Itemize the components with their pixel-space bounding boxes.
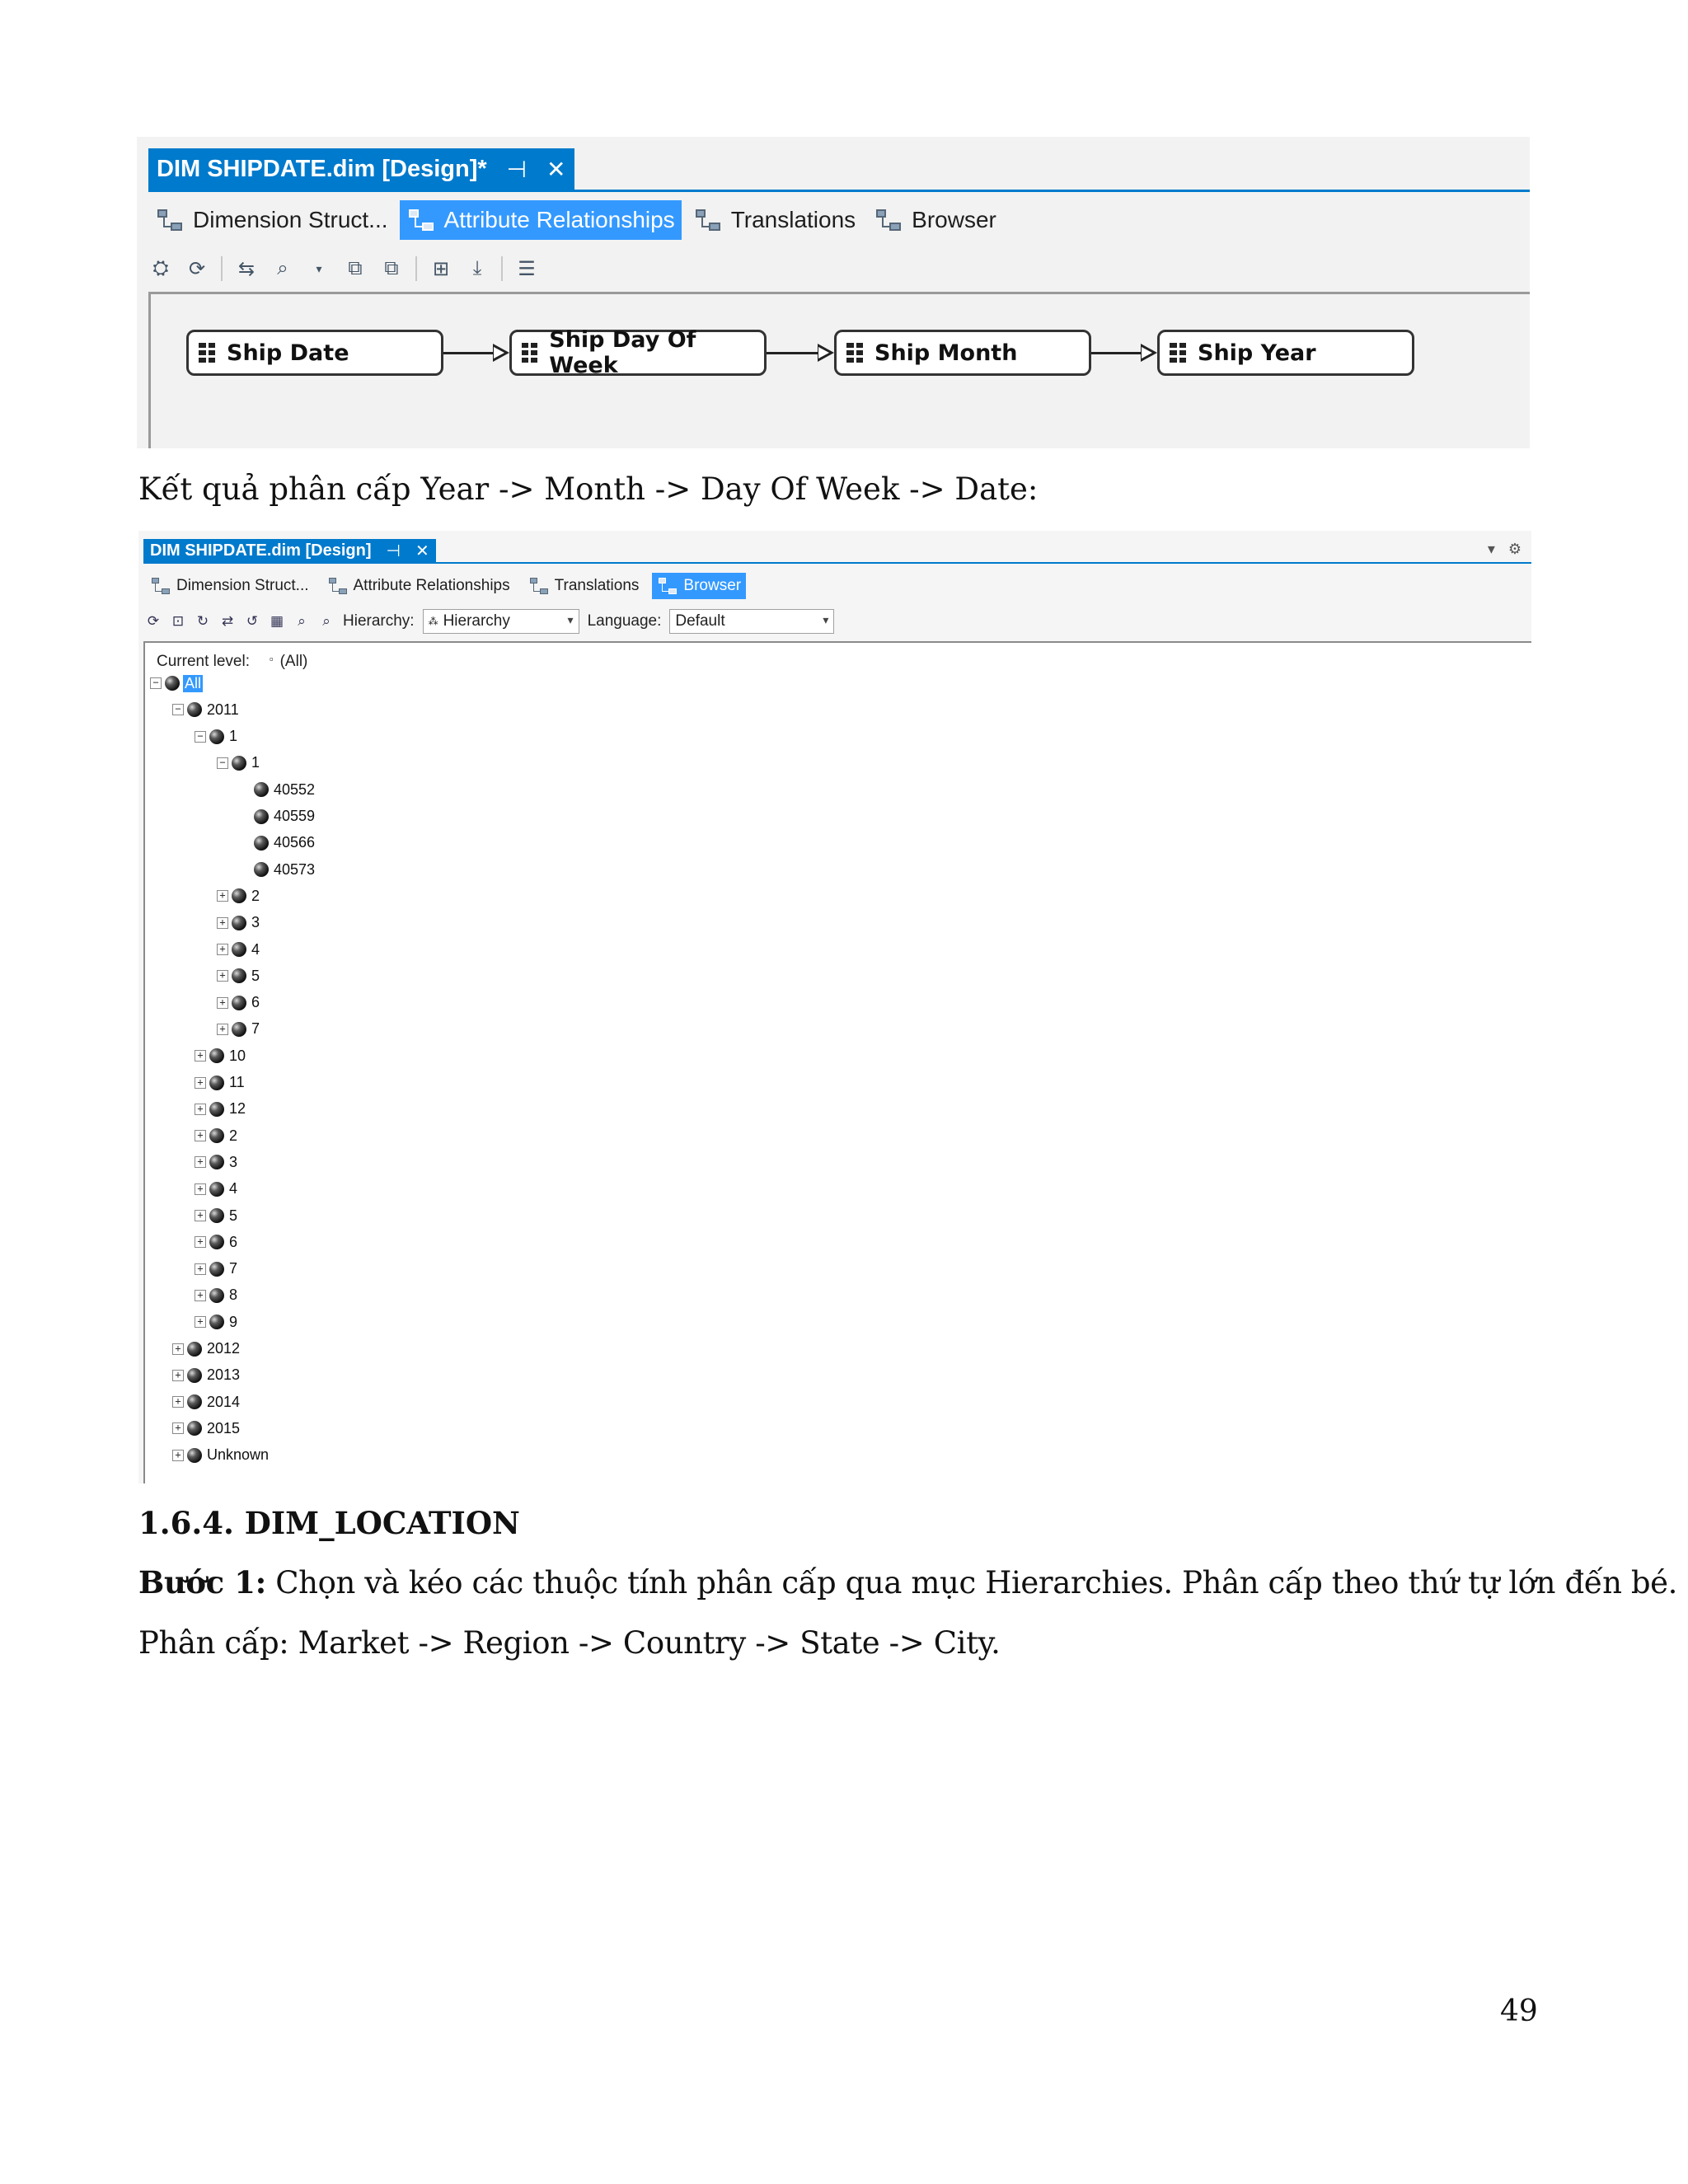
tree-node-label: All	[185, 674, 202, 691]
tree-node[interactable]	[172, 1337, 241, 1361]
expand-icon[interactable]: +	[172, 1450, 184, 1461]
tree-node-label: 2015	[207, 1419, 241, 1436]
attribute-node-ship-date[interactable]	[186, 330, 443, 376]
attribute-icon	[1170, 343, 1186, 363]
hierarchy-select[interactable]	[423, 609, 579, 634]
tree-node-label: 40552	[274, 780, 316, 798]
current-level-icon: ▫	[270, 653, 274, 665]
tree-node-label: 7	[229, 1260, 238, 1277]
tree-node-label: 40573	[274, 860, 316, 878]
member-icon	[232, 756, 246, 771]
toolbar-separator	[501, 256, 503, 281]
tab-translations[interactable]	[523, 573, 645, 599]
member-icon	[187, 1342, 202, 1357]
attribute-label: Ship Day Of Week	[549, 327, 696, 378]
attribute-relationships-icon	[406, 206, 436, 234]
relationship-arrowhead	[1141, 344, 1157, 362]
tree-node[interactable]	[195, 1283, 239, 1308]
tree-node-label: 6	[251, 994, 260, 1011]
close-icon[interactable]: ✕	[546, 156, 566, 182]
dimension-structure-icon	[150, 576, 171, 596]
tree-node-label: 7	[251, 1020, 260, 1038]
member-icon	[187, 1448, 202, 1463]
section-heading: 1.6.4. DIM_LOCATION	[138, 1505, 520, 1541]
tree-node[interactable]	[172, 1363, 241, 1388]
undo-icon[interactable]: ↺	[246, 613, 259, 629]
tree-node-label: 5	[251, 967, 260, 984]
tab-translations[interactable]	[687, 200, 862, 240]
member-icon	[209, 1076, 224, 1090]
tab-browser[interactable]	[652, 573, 746, 599]
tree-node-label: 8	[229, 1286, 238, 1304]
relationships-toolbar	[148, 252, 539, 285]
tree-node[interactable]	[172, 1390, 241, 1414]
chevron-down-icon: ▾	[567, 613, 574, 626]
member-icon	[187, 702, 202, 717]
translations-icon	[528, 576, 550, 596]
attribute-label: Ship Month	[874, 340, 1018, 366]
document-tab[interactable]	[148, 148, 574, 190]
attribute-relationships-screenshot	[137, 137, 1530, 448]
tab-dimension-structure[interactable]	[145, 573, 314, 599]
tree-node-label: 11	[229, 1074, 245, 1090]
tree-node-label: 12	[229, 1100, 246, 1118]
current-level-label: Current level:	[157, 653, 250, 670]
tree-node[interactable]	[172, 1443, 270, 1468]
attribute-icon	[846, 343, 863, 363]
member-icon	[209, 1315, 224, 1329]
attribute-label: Ship Date	[227, 340, 349, 366]
tree-node-label: 3	[251, 914, 260, 931]
attribute-relationships-icon	[327, 576, 349, 596]
member-properties-icon[interactable]: ⊡	[171, 613, 185, 629]
tab-underline	[143, 562, 1531, 564]
tree-node-label: 40559	[274, 808, 316, 824]
tree-node[interactable]	[217, 1017, 261, 1042]
tree-node[interactable]	[195, 1257, 239, 1282]
tree-node-label: 1	[251, 754, 260, 771]
tab-label: Attribute Relationships	[353, 577, 510, 594]
tree-node-label: Unknown	[207, 1446, 270, 1464]
collapse-icon[interactable]: −	[172, 704, 184, 715]
relationship-arrow	[1091, 352, 1141, 354]
tree-node-label: 2012	[207, 1340, 241, 1357]
tree-node-label: 1	[229, 728, 238, 745]
tab-label: Attribute Relationships	[443, 207, 675, 232]
member-icon	[209, 1048, 224, 1063]
tab-underline	[148, 190, 1530, 192]
process-icon[interactable]: ⟳	[147, 613, 160, 629]
expand-icon[interactable]: +	[195, 1210, 206, 1221]
list-view-icon[interactable]: ☰	[518, 257, 536, 280]
member-icon	[232, 942, 246, 957]
tree-node-label: 4	[251, 940, 260, 958]
tab-label: Dimension Struct...	[176, 577, 309, 594]
attribute-key-icon	[199, 343, 215, 363]
tree-node[interactable]	[195, 1310, 239, 1334]
tree-node[interactable]	[239, 857, 316, 882]
collapse-icon[interactable]: −	[195, 731, 206, 743]
member-icon	[209, 1288, 224, 1303]
tree-node[interactable]	[239, 777, 316, 802]
member-icon	[232, 916, 246, 930]
designer-tabs	[145, 572, 746, 600]
new-relationship-icon[interactable]: ⇆	[237, 257, 256, 280]
member-icon	[209, 1208, 224, 1223]
reconnect-icon[interactable]: ↻	[196, 613, 209, 629]
tab-dimension-structure[interactable]	[148, 200, 395, 240]
tree-node[interactable]	[217, 963, 261, 988]
expand-icon[interactable]: +	[195, 1050, 206, 1062]
tab-label: Dimension Struct...	[193, 207, 388, 232]
tree-node-label: 2011	[207, 701, 239, 718]
attribute-label: Ship Year	[1198, 340, 1316, 366]
language-label: Language:	[587, 612, 662, 630]
expand-icon[interactable]: +	[195, 1156, 206, 1168]
tree-node[interactable]	[172, 697, 241, 722]
hierarchy-paragraph: Phân cấp: Market -> Region -> Country -> State -> City.	[138, 1625, 1001, 1661]
tree-node[interactable]	[150, 671, 203, 696]
translation-icon[interactable]: ⇄	[221, 613, 234, 629]
chevron-down-icon: ▾	[823, 613, 829, 626]
tab-label: Translations	[554, 577, 640, 594]
tree-node-label: 40566	[274, 834, 316, 851]
designer-tabs	[148, 199, 1003, 241]
member-icon	[254, 782, 269, 797]
step-1-label: Bước 1:	[138, 1564, 266, 1601]
caption-hierarchy-result: Kết quả phân cấp Year -> Month -> Day Of Week -> Date:	[138, 471, 1039, 507]
collapse-icon[interactable]: −	[150, 677, 162, 689]
collapse-all-icon[interactable]: ⧉	[384, 257, 399, 279]
arrange-icon[interactable]: ⊞	[432, 257, 450, 280]
dropdown-icon[interactable]: ▾	[1487, 541, 1495, 557]
browser-icon	[657, 576, 678, 596]
tree-node-label: 3	[229, 1153, 238, 1170]
relationship-arrowhead	[818, 344, 834, 362]
tree-node[interactable]	[195, 1123, 239, 1148]
tab-label: Translations	[730, 207, 856, 232]
tree-node-label: 6	[229, 1233, 238, 1250]
member-icon	[209, 1155, 224, 1169]
leaf-spacer	[239, 811, 251, 823]
expand-icon[interactable]: +	[172, 1370, 184, 1381]
tab-label: Browser	[912, 207, 996, 232]
page-number: 49	[1500, 1994, 1538, 2028]
language-select[interactable]	[669, 609, 834, 634]
zoom-icon[interactable]: ⌕	[298, 613, 306, 629]
expand-icon[interactable]: +	[195, 1077, 206, 1089]
tree-node[interactable]	[217, 883, 261, 908]
attribute-node-ship-day-of-week[interactable]	[509, 327, 767, 378]
member-icon	[232, 1022, 246, 1037]
leaf-spacer	[239, 837, 251, 849]
tree-node[interactable]	[195, 1230, 239, 1254]
relationship-arrowhead	[493, 344, 509, 362]
tree-node[interactable]	[217, 911, 261, 935]
filter-icon[interactable]: ▦	[270, 613, 284, 629]
expand-icon[interactable]: +	[217, 997, 228, 1009]
tree-node-label: 10	[229, 1047, 246, 1064]
tree-node[interactable]	[195, 1097, 247, 1122]
tree-node[interactable]	[195, 1150, 239, 1174]
member-icon	[187, 1394, 202, 1409]
close-icon[interactable]: ✕	[415, 541, 429, 560]
member-icon	[232, 888, 246, 903]
tree-node[interactable]	[195, 1203, 239, 1228]
tree-node[interactable]	[217, 991, 261, 1015]
member-icon	[209, 1182, 224, 1197]
tree-node[interactable]	[239, 831, 316, 855]
tree-node-label: 2014	[207, 1393, 241, 1410]
member-icon	[254, 809, 269, 824]
dimension-structure-icon	[155, 206, 185, 234]
window-controls	[1488, 541, 1522, 558]
browser-tree-area	[143, 641, 1531, 1483]
expand-icon[interactable]: +	[217, 917, 228, 929]
document-tab[interactable]	[143, 539, 436, 562]
collapse-icon[interactable]: −	[217, 757, 228, 769]
zoom-dropdown-icon[interactable]: ▾	[316, 261, 322, 275]
step-1-paragraph	[138, 1564, 1677, 1601]
refresh-icon[interactable]: ⟳	[188, 257, 206, 280]
browser-toolbar	[145, 608, 834, 635]
pin-icon[interactable]: ⊣	[506, 156, 528, 182]
expand-icon[interactable]: +	[195, 1130, 206, 1141]
expand-icon[interactable]: +	[195, 1236, 206, 1248]
tab-attribute-relationships[interactable]	[322, 573, 515, 599]
attribute-node-ship-year[interactable]	[1157, 330, 1414, 376]
pin-icon[interactable]: ⊣	[386, 541, 401, 560]
download-icon[interactable]: ⤓	[472, 257, 482, 279]
member-icon	[232, 996, 246, 1010]
member-icon	[187, 1368, 202, 1383]
hierarchy-label: Hierarchy:	[343, 612, 415, 630]
expand-icon[interactable]: +	[195, 1104, 206, 1115]
relationship-arrow	[443, 352, 493, 354]
tree-node-label: 5	[229, 1207, 238, 1224]
member-icon	[165, 676, 180, 691]
browser-icon	[874, 206, 903, 234]
tab-browser[interactable]	[867, 200, 1003, 240]
member-icon	[209, 1262, 224, 1277]
translations-icon	[693, 206, 723, 234]
member-icon	[209, 1128, 224, 1143]
expand-icon[interactable]: +	[172, 1422, 184, 1434]
language-value: Default	[675, 612, 725, 630]
member-icon	[209, 1102, 224, 1117]
toolbar-separator	[415, 256, 417, 281]
hierarchy-value: Hierarchy	[443, 612, 510, 630]
member-icon	[232, 968, 246, 983]
process-icon[interactable]: ⛭	[152, 257, 169, 279]
expand-all-icon[interactable]: ⧉	[348, 257, 363, 279]
tree-node-label: 4	[229, 1180, 238, 1197]
document-title: DIM SHIPDATE.dim [Design]	[150, 541, 372, 560]
member-icon	[187, 1421, 202, 1436]
tree-node-label: 2	[229, 1127, 238, 1144]
document-title: DIM SHIPDATE.dim [Design]*	[157, 155, 487, 182]
tree-node[interactable]	[195, 724, 239, 749]
tree-node[interactable]	[172, 1416, 241, 1441]
member-icon	[254, 862, 269, 877]
expand-icon[interactable]: +	[195, 1183, 206, 1195]
zoom-icon[interactable]: ⌕	[277, 257, 288, 279]
expand-icon[interactable]: +	[195, 1316, 206, 1328]
tree-node-label: 2	[251, 887, 260, 904]
member-icon	[209, 1235, 224, 1249]
tree-node[interactable]	[217, 937, 261, 962]
attribute-icon	[522, 343, 537, 363]
tree-node-label: 9	[229, 1313, 238, 1330]
expand-icon[interactable]: +	[217, 890, 228, 902]
tab-attribute-relationships[interactable]	[400, 200, 682, 240]
tree-node[interactable]	[239, 804, 316, 829]
tree-node[interactable]	[195, 1177, 239, 1202]
expand-icon[interactable]: +	[195, 1263, 206, 1275]
tab-label: Browser	[683, 577, 742, 594]
leaf-spacer	[239, 784, 251, 795]
expand-icon[interactable]: +	[195, 1290, 206, 1301]
browser-screenshot	[138, 531, 1531, 1483]
attribute-node-ship-month[interactable]	[834, 330, 1091, 376]
tree-node[interactable]	[217, 751, 261, 776]
member-icon	[209, 729, 224, 744]
current-level	[157, 653, 307, 671]
member-icon	[254, 836, 269, 851]
expand-icon[interactable]: +	[172, 1396, 184, 1408]
relationship-arrow	[767, 352, 818, 354]
settings-gear-icon[interactable]: ⚙	[1507, 541, 1522, 557]
tree-node[interactable]	[195, 1071, 246, 1095]
leaf-spacer	[239, 864, 251, 875]
find-icon[interactable]: ⌕	[322, 613, 331, 629]
expand-icon[interactable]: +	[217, 1024, 228, 1035]
expand-icon[interactable]: +	[217, 944, 228, 955]
tree-node[interactable]	[195, 1043, 247, 1068]
step-1-text: Chọn và kéo các thuộc tính phân cấp qua mục Hierarchies. Phân cấp theo thứ tự lớn đến bé.	[265, 1565, 1678, 1601]
expand-icon[interactable]: +	[172, 1343, 184, 1355]
hierarchy-icon: ⁂	[428, 616, 438, 627]
toolbar-separator	[221, 256, 223, 281]
expand-icon[interactable]: +	[217, 970, 228, 982]
tree-node-label: 2013	[207, 1366, 241, 1384]
current-level-value: (All)	[279, 653, 308, 670]
